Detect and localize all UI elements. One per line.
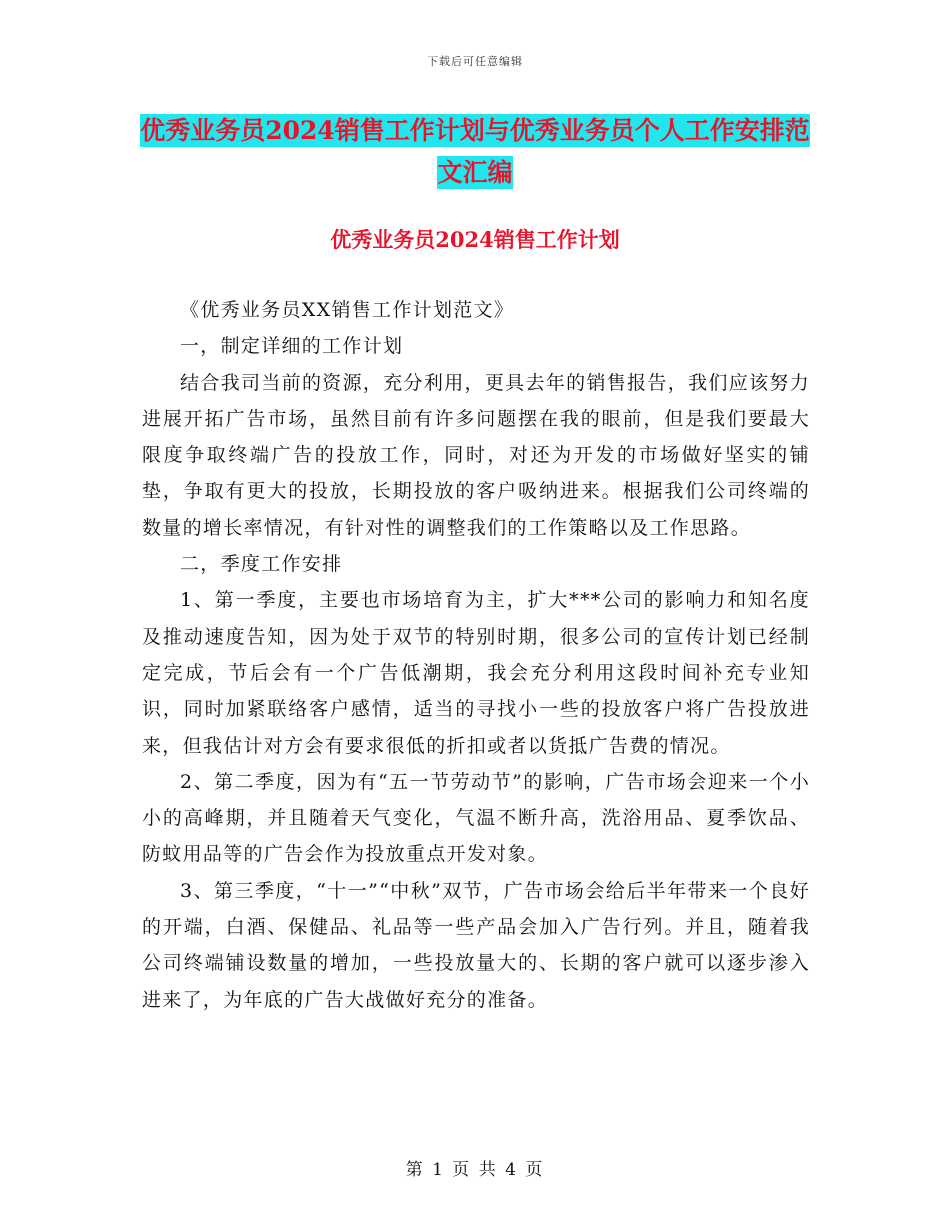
paragraph: 1、第一季度，主要也市场培育为主，扩大***公司的影响力和知名度及推动速度告知，因为处于双节的特别时期，很多公司的宣传计划已经制定完成，节后会有一个广告低潮期，我会充分利用这段时间补充专业知识，同时加紧联络客户感情，适当的寻找小一些的投放客户将广告投放进来，但我估计对方会有要求很低的折扣或者以货抵广告费的情况。 [142,589,810,757]
page-footer: 第 1 页 共 4 页 [405,1160,545,1180]
paragraph-source-title: 《优秀业务员XX销售工作计划范文》 [180,299,515,321]
paragraph: 结合我司当前的资源，充分利用，更具去年的销售报告，我们应该努力进展开拓广告市场，虽然目前有许多问题摆在我的眼前，但是我们要最大限度争取终端广告的投放工作，同时，对还为开发的市场做好坚实的铺垫，争取有更大的投放，长期投放的客户吸纳进来。根据我们公司终端的数量的增长率情况，有针对性的调整我们的工作策略以及工作思路。 [142,371,810,539]
paragraph-heading-1: 一，制定详细的工作计划 [180,335,404,358]
document-title [140,110,810,194]
paragraph: 3、第三季度，“十一”“中秋”双节，广告市场会给后半年带来一个良好的开端，白酒、保健品、礼品等一些产品会加入广告行列。并且，随着我公司终端铺设数量的增加，一些投放量大的、长期的客户就可以逐步渗入进来了，为年底的广告大战做好充分的准备。 [142,879,810,1011]
header-note: 下载后可任意编辑 [427,55,523,68]
document-title-text: 优秀业务员2024销售工作计划与优秀业务员个人工作安排范文汇编 [140,116,810,187]
paragraph: 2、第二季度，因为有“五一节劳动节”的影响，广告市场会迎来一个小小的高峰期，并且随着天气变化，气温不断升高，洗浴用品、夏季饮品、防蚊用品等的广告会作为投放重点开发对象。 [142,770,810,866]
document-body [142,292,810,1018]
section-title: 优秀业务员2024销售工作计划 [330,227,620,252]
paragraph-heading-2: 二，季度工作安排 [180,553,343,576]
